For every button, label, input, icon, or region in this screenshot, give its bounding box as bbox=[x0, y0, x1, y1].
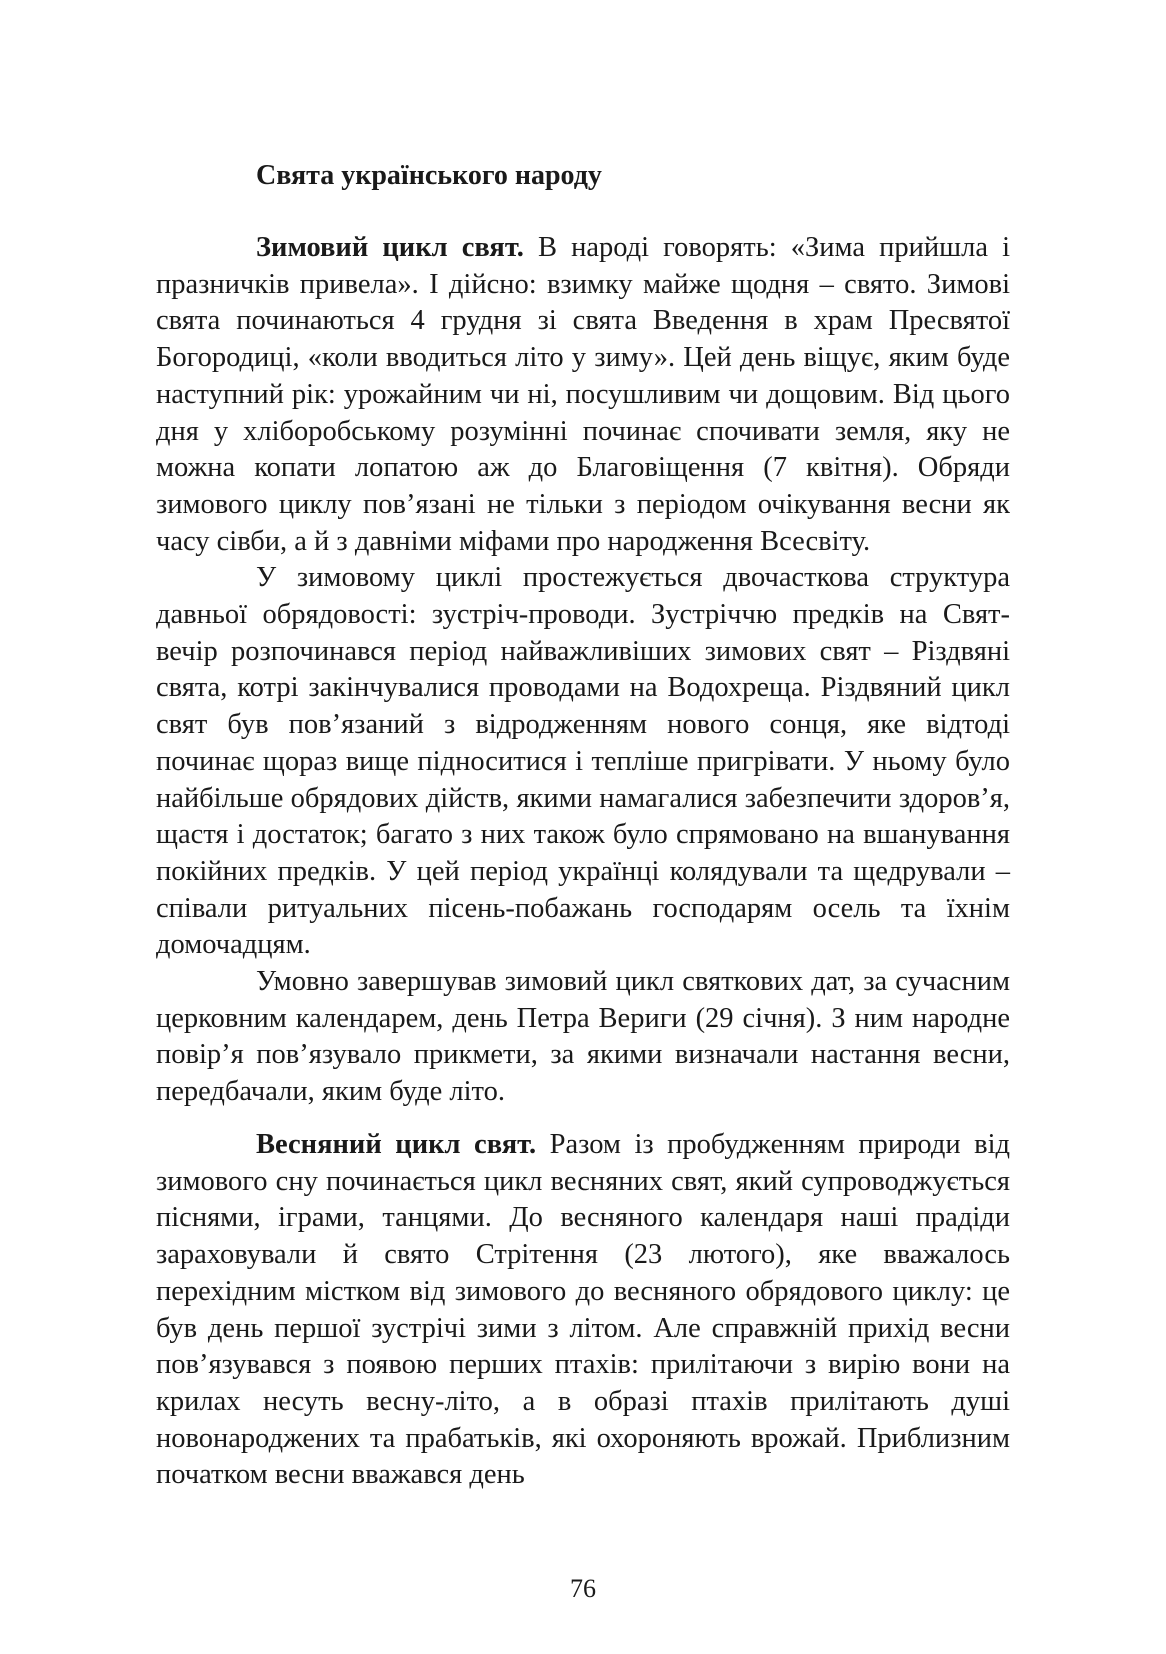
spring-cycle-section bbox=[156, 1127, 1010, 1494]
winter-cycle-term: Зимовий цикл свят. bbox=[256, 232, 524, 263]
spring-paragraph-1-text: Разом із пробудженням природи від зимового сну починається цикл весняних свят, який супроводжується піснями, іграми, танцями. До весняного календаря наші прадіди зараховували й свято Стрітення (23 лютого), яке вважалось перехідним містком від зимового до весняного обрядового циклу: це був день першої зустрічі зими з літом. Але справжній прихід весни пов’язувався з появою перших птахів: прилітаючи з вирію вони на крилах несуть весну-літо, а в образі птахів прилітають душі новонароджених та прабатьків, які охороняють врожай. Приблизним початком весни вважався день bbox=[156, 1129, 1010, 1491]
spring-paragraph-1 bbox=[156, 1127, 1010, 1494]
winter-paragraph-3: Умовно завершував зимовий цикл святкових дат, за сучасним церковним календарем, день Петра Вериги (29 січня). З ним народне повір’я пов’язувало прикмети, за якими визначали настання весни, передбачали, яким буде літо. bbox=[156, 966, 1010, 1108]
winter-paragraph-1 bbox=[156, 230, 1010, 560]
winter-cycle-section bbox=[156, 230, 1010, 1111]
page-number: 76 bbox=[570, 1574, 596, 1603]
winter-paragraph-2: У зимовому циклі простежується двочасткова структура давньої обрядовості: зустріч-проводи. Зустріччю предків на Свят-вечір розпочинався період найважливіших зимових свят – Різдвяні свята, котрі закінчувалися проводами на Водохреща. Різдвяний цикл свят був пов’язаний з відродженням нового сонця, яке відтоді починає щораз вище підноситися і тепліше пригрівати. У ньому було найбільше обрядових дійств, якими намагалися забезпечити здоров’я, щастя і достаток; багато з них також було спрямовано на вшанування покійних предків. У цей період українці колядували та щедрували – співали ритуальних пісень-побажань господарям осель та їхнім домочадцям. bbox=[156, 562, 1010, 961]
spring-cycle-term: Весняний цикл свят. bbox=[256, 1129, 537, 1160]
winter-paragraph-1-text: В народі говорять: «Зима прийшла і празничків привела». І дійсно: взимку майже щодня – свято. Зимові свята починаються 4 грудня зі свята Введення в храм Пресвятої Богородиці, «коли вводиться літо у зиму». Цей день віщує, яким буде наступний рік: урожайним чи ні, посушливим чи дощовим. Від цього дня у хліборобському розумінні починає спочивати земля, яку не можна копати лопатою аж до Благовіщення (7 квітня). Обряди зимового циклу пов’язані не тільки з періодом очікування весни як часу сівби, а й з давніми міфами про народження Всесвіту. bbox=[156, 232, 1010, 557]
page-title: Свята українського народу bbox=[256, 160, 602, 191]
